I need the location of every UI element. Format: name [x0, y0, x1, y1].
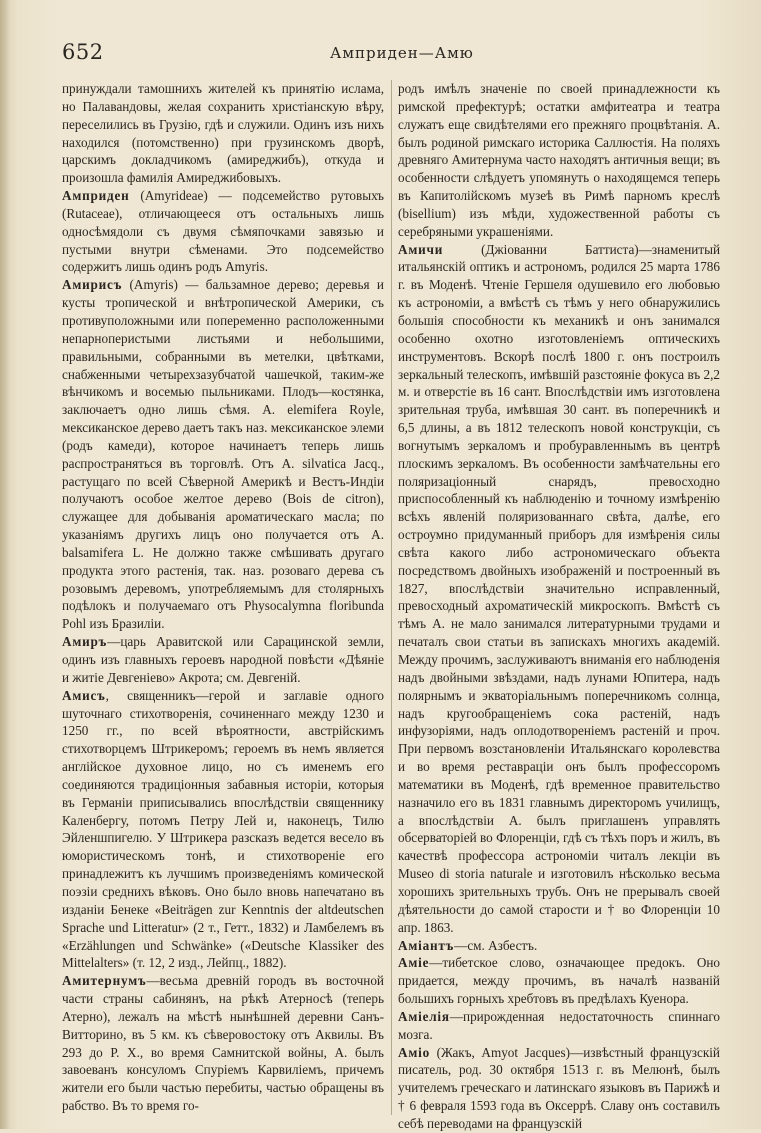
running-head: Амприден—Амю	[330, 44, 474, 62]
entry-text: —см. Азбестъ.	[454, 937, 538, 953]
dictionary-entry	[398, 1008, 720, 1044]
right-column	[398, 80, 720, 1131]
entry-text: (Жакъ, Amyot Jacques)—извѣстный французскій писатель, род. 30 октября 1513 г. въ Мелюнѣ, былъ учителемъ греческаго и латинскаго языковъ въ Парижѣ и † 6 февраля 1593 года въ Оксеррѣ. Славу онъ составилъ себѣ переводами на французскій	[398, 1044, 720, 1131]
entry-headword: Амисъ	[62, 687, 106, 703]
entry-text: —тибетское слово, означающее предокъ. Оно придается, между прочимъ, въ началѣ названій большихъ горныхъ хребтовъ въ предѣлахъ Куенора.	[398, 955, 720, 1007]
dictionary-entry	[62, 633, 384, 687]
entry-headword: Амприден	[62, 188, 130, 204]
entry-headword: Амiелія	[398, 1008, 450, 1024]
entry-headword: Амитернумъ	[62, 973, 147, 989]
entry-headword: Амичи	[398, 241, 444, 257]
page-header	[62, 40, 712, 68]
entry-headword: Амиръ	[62, 634, 108, 650]
entry-text: —царь Аравитской или Сарацинской земли, одинъ изъ главныхъ героевъ народной повѣсти «Дѣяніе и житіе Девгеніево» Акрота; см. Девгеній.	[62, 634, 384, 685]
scan-shadow	[0, 0, 10, 1129]
dictionary-entry	[398, 1044, 720, 1133]
entry-text: (Amyris) — бальзамное дерево; деревья и кусты тропической и внѣтропической Америки, съ противуположными или попеременно расположенными непарноперистыми листьями и небольшими, правильными, собранными въ метелки, цвѣтками, снабженными четырехзазубчатой чашечкой, таким-же вѣнчикомъ и восемью пыльниками. Плодъ—костянка, заключаетъ одно лишь сѣмя. A. elemifera Royle, мексиканское дерево даетъ такъ наз. мексиканское элеми (родъ камеди), которое начинаетъ теперь лишь распространяться въ торговлѣ. Отъ A. silvatica Jacq., растущаго по всей Сѣверной Америкѣ и Вестъ-Индіи получаютъ особое желтое дерево (Bois de citron), служащее для добыванія ароматическаго масла; по указаніямъ другихъ лицъ оно получается отъ A. balsamifera L. Не должно также смѣшивать другаго продукта этого растенія, так. наз. розоваго дерева съ розовымъ деревомъ, употребляемымъ для столярныхъ подѣлокъ и получаемаго отъ Physocalymna floribunda Pohl изъ Бразиліи.	[62, 277, 384, 632]
dictionary-entry	[398, 80, 720, 241]
dictionary-entry	[62, 187, 384, 276]
entry-headword: Амie	[398, 955, 430, 971]
dictionary-entry	[398, 241, 720, 937]
dictionary-entry	[398, 937, 720, 955]
entry-headword: Амiо	[398, 1044, 430, 1060]
entry-text: —весьма древній городъ въ восточной части страны сабинянъ, на рѣкѣ Атерносѣ (теперь Атерно), лежалъ на мѣстѣ нынѣшней деревни Санъ-Витторино, въ 5 км. къ сѣверовостоку отъ Аквилы. Въ 293 до Р. Х., во время Самнитской войны, А. былъ завоеванъ консуломъ Спуріемъ Карвиліемъ, причемъ жители его были частью перебиты, частью обращены въ рабство. Въ то время го-	[62, 973, 384, 1114]
entry-text: (Amyrideae) — подсемейство рутовыхъ (Rutaceae), отличающееся отъ остальныхъ лишь односѣмядоли съ двумя сѣмяпочками завязью и пустыми внутри сѣменами. Это подсемейство содержитъ лишь одинъ родъ Amyris.	[62, 188, 384, 275]
entry-text: —прирожденная недостаточность спиннаго мозга.	[398, 1008, 720, 1042]
dictionary-entry	[62, 276, 384, 633]
entry-text: принуждали тамошнихъ жителей къ принятію ислама, но Палавандовы, желая сохранить христіанскую вѣру, переселились въ Грузію, гдѣ и служили. Одинъ изъ нихъ находился (потомственно) при грузинскомъ дворѣ, царскимъ докладчикомъ (амиреджибъ), откуда и произошла фамилія Амиреджибовыхъ.	[62, 81, 384, 186]
dictionary-entry	[62, 80, 384, 187]
column-divider	[391, 80, 392, 1115]
entry-headword: Амiантъ	[398, 937, 455, 953]
dictionary-entry	[398, 954, 720, 1008]
entry-text: , священникъ—герой и заглавіе одного шуточнаго стихотворенія, сочиненнаго между 1230 и 1250 гг., по всей вѣроятности, австрійскимъ стихотворцемъ Штрикеромъ; героемъ въ немъ является англійское духовное лицо, но съ именемъ его соединяются традиціонныя забавныя исторіи, которыя въ Германіи приписывались впослѣдствіи священнику Каленбергу, потомъ Петру Лей и, наконецъ, Тилю Эйленшпигелю. У Штрикера разсказъ ведется весело въ юмористическомъ тонѣ, и стихотвореніе его принадлежитъ къ лучшимъ произведеніямъ комической поэзіи среднихъ вѣковъ. Оно было вновь напечатано въ изданіи Бенеке «Beiträgen zur Kenntnis der altdeutschen Sprache und Litteratur» (2 т., Гетт., 1832) и Ламбелемъ въ «Erzählungen und Schwänke» («Deutsche Klassiker des Mittelalters» (т. 12, 2 изд., Лейпц., 1882).	[62, 687, 384, 971]
page-number: 652	[62, 40, 104, 64]
entry-text: (Джіованни Баттиста)—знаменитый итальянскій оптикъ и астрономъ, родился 25 марта 1786 г. въ Моденѣ. Чтеніе Гершеля одушевило его любовью къ астрономіи, а вмѣстѣ съ тѣмъ у него обнаружились большія способности къ механикѣ и онъ занимался особенно охотно изготовленіемъ оптическихъ инструментовъ. Вскорѣ послѣ 1800 г. онъ построилъ зеркальный телескопъ, имѣвшій разстояніе фокуса въ 2,2 м. и отверстіе въ 16 сант. Впослѣдствіи имъ изготовлена зрительная труба, имѣвшая 30 сант. въ поперечникѣ и 6,5 длины, а въ 1812 телескопъ новой конструкціи, съ вогнутымъ зеркаломъ и пробуравленнымъ въ центрѣ плоскимъ зеркаломъ. Въ особенности замѣчательны его поляризаціонный снарядъ, превосходно приспособленный къ наблюденію и точному измѣренію всѣхъ явленій поляризованнаго свѣта, далѣе, его остроумно придуманный приборъ для измѣренія силы свѣта какого либо астрономическаго объекта посредствомъ двойныхъ изображеній и построенный въ 1827, впослѣдствіи значительно исправленный, превосходный ахроматическій микроскопъ. Вмѣстѣ съ тѣмъ А. не мало занимался литературными трудами и печаталъ свои статьи въ запискахъ многихъ академій. Между прочимъ, заслуживаютъ вниманія его наблюденія надъ двойными звѣздами, надъ лунами Юпитера, надъ полярнымъ и экваторіальнымъ поперечникомъ солнца, надъ кругообращеніемъ сока растеній, надъ инфузоріями, надъ оплодотвореніемъ растеній и проч. При первомъ возстановленіи Итальянскаго королевства и во время реставраціи онъ былъ профессоромъ математики въ Моденѣ, гдѣ временное правительство назначило его въ 1831 главнымъ директоромъ училищъ, а впослѣдствіи А. былъ приглашенъ управлять обсерваторіей во Флоренціи, гдѣ съ тѣхъ поръ и жилъ, въ качествѣ профессора астрономіи читалъ лекціи въ Museo di storia naturale и изготовилъ нѣсколько весьма хорошихъ зрительныхъ трубъ. Онъ не прерывалъ своей дѣятельности до самой старости и † во Флоренціи 10 апр. 1863.	[398, 241, 720, 935]
entry-headword: Амирисъ	[62, 277, 123, 293]
dictionary-entry	[62, 687, 384, 973]
dictionary-entry	[62, 972, 384, 1115]
left-column	[62, 80, 384, 1120]
entry-text: родъ имѣлъ значеніе по своей принадлежности къ римской префектурѣ; остатки амфитеатра и театра служатъ еще свидѣтелями его прежняго процвѣтанія. А. былъ родиной римскаго историка Саллюстія. На поляхъ древняго Амитернума часто находятъ античныя вещи; въ особенности слѣдуетъ упомянуть о находящемся теперь въ Капитолійскомъ музеѣ въ Римѣ парномъ креслѣ (bisellium) изъ мѣди, художественной работы съ серебряными украшеніями.	[398, 81, 720, 239]
